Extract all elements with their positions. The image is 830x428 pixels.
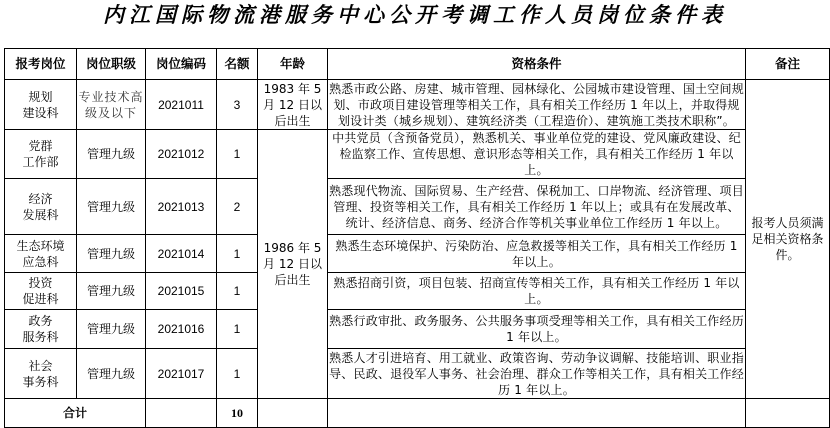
table-header-row xyxy=(5,49,830,80)
code-cell: 2021011 xyxy=(146,80,217,130)
total-age-empty xyxy=(258,399,328,428)
quota-cell: 1 xyxy=(217,310,258,349)
table-row xyxy=(5,235,830,273)
qualification-cell: 熟悉市政公路、房建、城市管理、园林绿化、公园城市建设管理、国土空间规划、市政项目建设管理等相关工作，具有相关工作经历 1 年以上，并取得规划设计类（城乡规划）、建筑经济类（工程造价）、建筑施工类技术职称”。 xyxy=(329,81,744,128)
header-position: 报考岗位 xyxy=(5,49,77,80)
code-cell: 2021017 xyxy=(146,349,217,399)
position-cell xyxy=(5,349,77,399)
level-cell: 管理九级 xyxy=(77,179,146,235)
position-requirements-table xyxy=(4,48,830,428)
total-row xyxy=(5,399,830,428)
code-cell: 2021014 xyxy=(146,235,217,273)
position-name-line2: 应急科 xyxy=(22,254,59,269)
position-name-line1: 规划 xyxy=(28,89,53,104)
position-name-line1: 党群 xyxy=(28,139,53,153)
quota-cell: 1 xyxy=(217,130,258,179)
position-name-line2: 工作部 xyxy=(22,155,59,169)
code-cell: 2021016 xyxy=(146,310,217,349)
quota-cell: 1 xyxy=(217,273,258,310)
qualification-cell: 中共党员（含预备党员），熟悉机关、事业单位党的建设、党风廉政建设、纪检监察工作、宣传思想、意识形态等相关工作，具有相关工作经历 1 年以上。 xyxy=(328,130,746,179)
total-qualification-empty xyxy=(328,399,746,428)
qualification-cell: 熟悉生态环境保护、污染防治、应急救援等相关工作，具有相关工作经历 1 年以上。 xyxy=(328,235,746,273)
level-cell: 管理九级 xyxy=(77,130,146,179)
position-name-line1: 政务 xyxy=(28,314,53,328)
position-name-line2: 服务科 xyxy=(22,330,59,344)
quota-cell: 1 xyxy=(217,235,258,273)
quota-cell: 3 xyxy=(217,80,258,130)
level-cell: 专业技术高级及以下 xyxy=(77,80,146,130)
level-cell: 管理九级 xyxy=(77,349,146,399)
position-cell xyxy=(5,235,77,273)
table-row xyxy=(5,310,830,349)
age-cell: 1983 年 5 月 12 日以后出生 xyxy=(258,80,328,130)
total-quota: 10 xyxy=(217,399,258,428)
level-cell: 管理九级 xyxy=(77,235,146,273)
shared-age-cell: 1986 年 5 月 12 日以后出生 xyxy=(258,130,328,399)
qualification-cell: 熟悉人才引进培育、用工就业、政策咨询、劳动争议调解、技能培训、职业指导、民政、退役军人事务、社会治理、群众工作等相关工作，具有相关工作经历 1 年以上。 xyxy=(329,350,744,397)
remark-cell: 报考人员须满足相关资格条件。 xyxy=(746,80,830,399)
code-cell: 2021013 xyxy=(146,179,217,235)
table-row xyxy=(5,80,830,130)
qualification-cell: 熟悉现代物流、国际贸易、生产经营、保税加工、口岸物流、经济管理、项目管理、投资等相关工作，具有相关工作经历 1 年以上；或具有在发展改革、统计、经济信息、商务、经济合作等机关事业单位工作经历 1 年以上。 xyxy=(328,179,746,235)
total-remark-empty xyxy=(746,399,830,428)
total-code-empty xyxy=(146,399,217,428)
qualification-cell: 熟悉行政审批、政务服务、公共服务事项受理等相关工作，具有相关工作经历 1 年以上。 xyxy=(328,310,746,349)
header-code: 岗位编码 xyxy=(146,49,217,80)
position-cell xyxy=(5,130,77,179)
page-title: 内江国际物流港服务中心公开考调工作人员岗位条件表 xyxy=(103,2,727,27)
code-cell: 2021015 xyxy=(146,273,217,310)
total-label: 合计 xyxy=(5,399,146,428)
position-cell xyxy=(5,273,77,310)
header-qualification: 资格条件 xyxy=(328,49,746,80)
qualification-cell: 熟悉招商引资，项目包装、招商宣传等相关工作，具有相关工作经历 1 年以上。 xyxy=(328,273,746,310)
table-row xyxy=(5,179,830,235)
position-cell xyxy=(5,179,77,235)
header-quota: 名额 xyxy=(217,49,258,80)
header-level: 岗位职级 xyxy=(77,49,146,80)
position-name-line2: 发展科 xyxy=(22,207,59,222)
level-cell: 管理九级 xyxy=(77,310,146,349)
position-name-line1: 投资 xyxy=(28,276,53,290)
table-row xyxy=(5,273,830,310)
quota-cell: 2 xyxy=(217,179,258,235)
position-name-line1: 经济 xyxy=(28,191,53,206)
position-name-line2: 事务科 xyxy=(22,374,59,389)
position-cell xyxy=(5,80,77,130)
position-name-line2: 促进科 xyxy=(22,292,59,306)
level-cell: 管理九级 xyxy=(77,273,146,310)
header-age: 年龄 xyxy=(258,49,328,80)
quota-cell: 1 xyxy=(217,349,258,399)
position-name-line1: 社会 xyxy=(28,358,53,373)
table-row xyxy=(5,349,830,399)
header-remark: 备注 xyxy=(746,49,830,80)
position-cell xyxy=(5,310,77,349)
code-cell: 2021012 xyxy=(146,130,217,179)
table-row xyxy=(5,130,830,179)
position-name-line2: 建设科 xyxy=(22,105,59,120)
position-name-line1: 生态环境 xyxy=(16,238,65,253)
